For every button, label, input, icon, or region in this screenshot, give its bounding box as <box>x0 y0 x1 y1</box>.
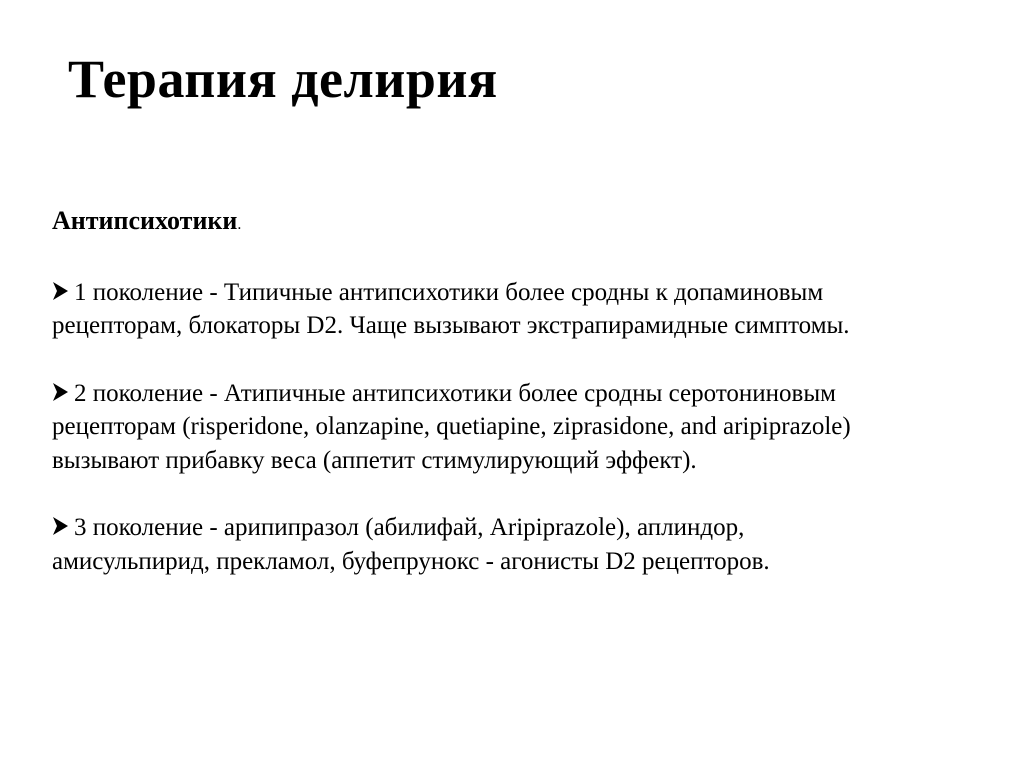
bullet-item-2 <box>52 377 992 478</box>
arrowhead-bullet-icon <box>52 511 74 545</box>
bullet-1-line-2: рецепторам, блокаторы D2. Чаще вызывают экстрапирамидные симптомы. <box>52 312 850 339</box>
slide-body <box>52 204 992 612</box>
arrowhead-bullet-icon <box>52 377 74 411</box>
bullet-3-line-2: амисульпирид, прекламол, буфепрунокс - агонисты D2 рецепторов. <box>52 547 770 575</box>
bullet-2-text-1: 2 поколение - Атипичные антипсихотики более сродны серотониновым <box>74 379 836 407</box>
bullet-2-line-2: рецепторам (risperidone, olanzapine, quetiapine, ziprasidone, and aripiprazole) <box>52 413 851 440</box>
bullet-1-line-1 <box>52 276 992 310</box>
bullet-1-text-1: 1 поколение - Типичные антипсихотики более сродны к допаминовым <box>74 278 824 306</box>
bullet-3-text-1: 3 поколение - арипипразол (абилифай, Aripiprazole), аплиндор, <box>74 514 745 541</box>
section-heading-punct: . <box>237 216 242 233</box>
bullet-item-3 <box>52 511 992 578</box>
bullet-2-line-1 <box>52 377 992 411</box>
slide-title: Терапия делирия <box>68 49 498 109</box>
bullet-3-line-1 <box>52 511 992 545</box>
arrowhead-bullet-icon <box>52 276 74 310</box>
section-heading-text: Антипсихотики <box>52 206 238 235</box>
section-heading <box>52 204 992 242</box>
bullet-2-line-3: вызывают прибавку веса (аппетит стимулирующий эффект). <box>52 446 697 474</box>
bullet-item-1 <box>52 276 992 343</box>
